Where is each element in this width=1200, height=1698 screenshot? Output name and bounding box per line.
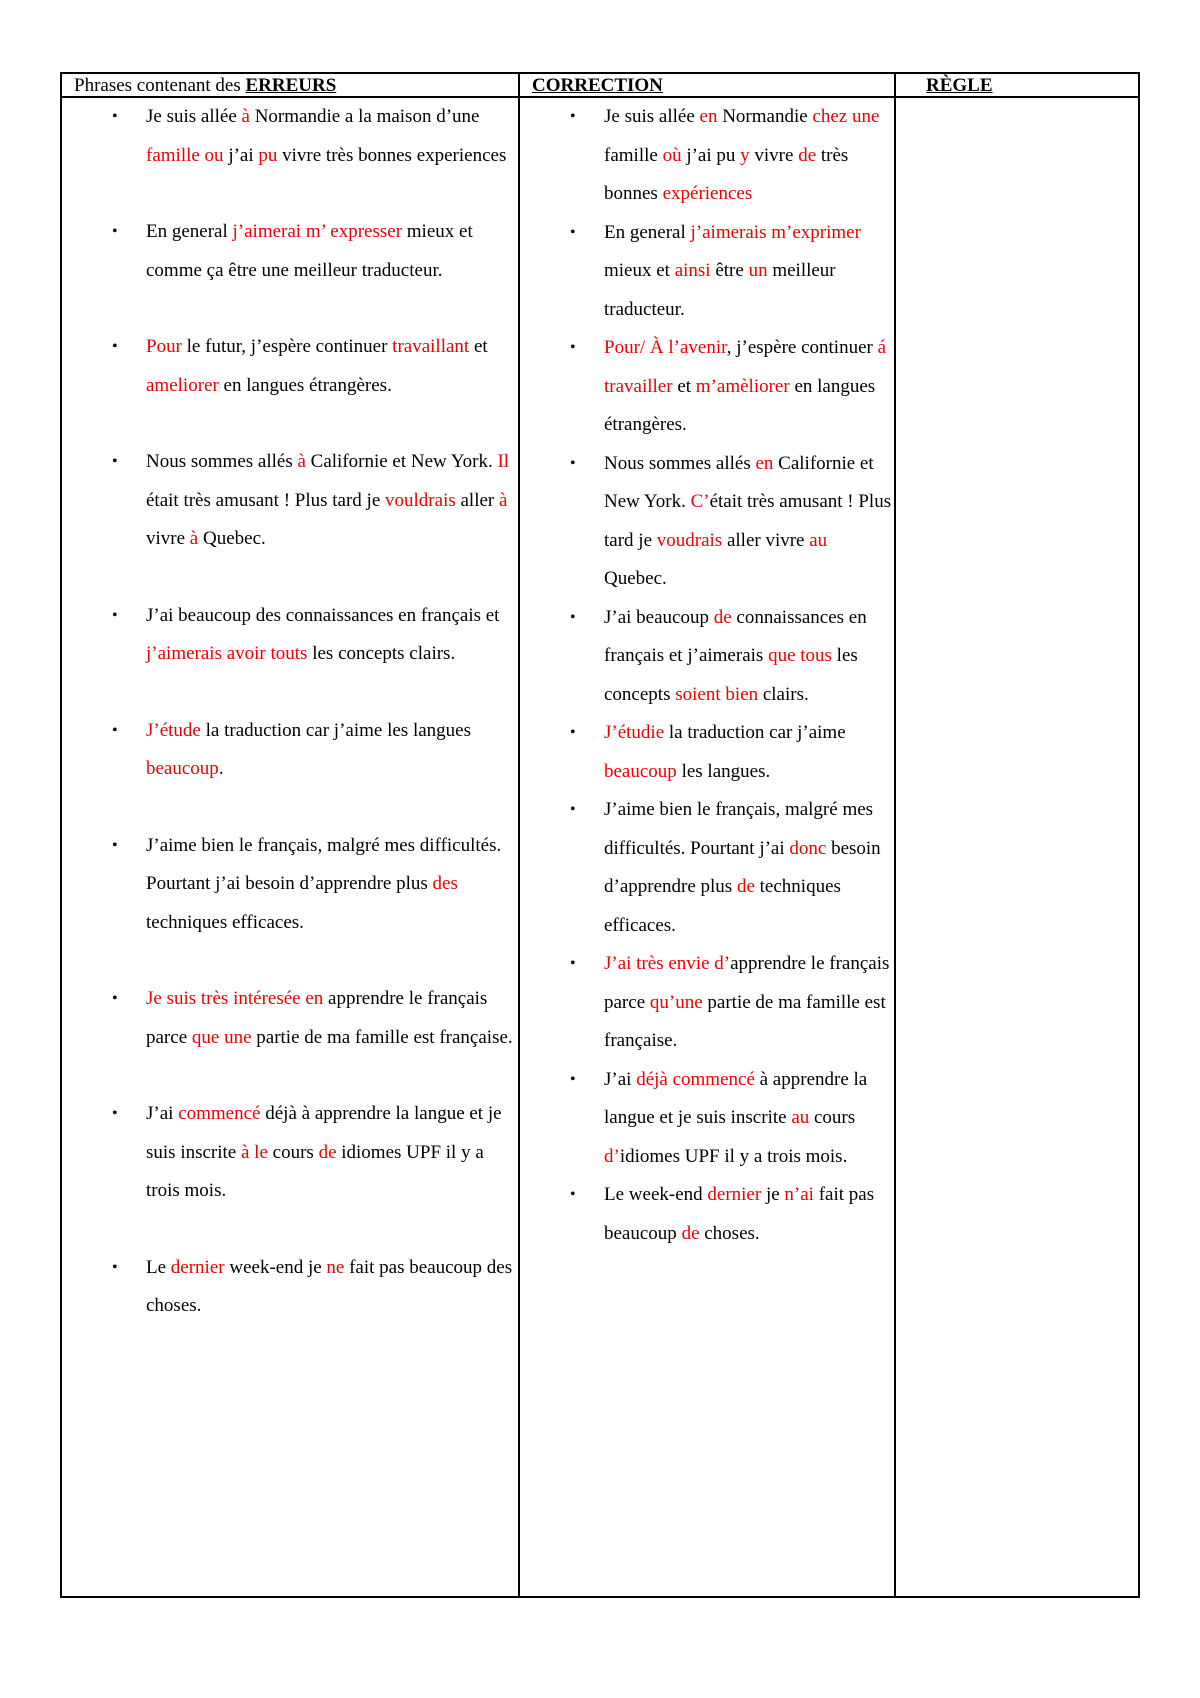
- header-errors: [62, 74, 518, 98]
- sentence-text: fait pas beaucoup: [604, 1184, 875, 1244]
- highlighted-text: J’étudie: [604, 722, 665, 743]
- highlighted-text: qu’une: [649, 991, 703, 1013]
- sentence-text: , j’espère continuer: [726, 337, 878, 358]
- sentence-text: techniques efficaces.: [146, 911, 304, 933]
- bullet-icon: •: [112, 1258, 118, 1276]
- highlighted-text: où: [662, 144, 682, 166]
- error-sentence: [62, 98, 518, 175]
- bullet-icon: •: [112, 990, 118, 1007]
- error-sentence: [62, 443, 518, 559]
- sentence-text: clairs.: [758, 683, 809, 705]
- sentence-text: j’ai: [223, 144, 259, 166]
- sentence-text: en langues étrangères.: [218, 374, 392, 396]
- highlighted-text: que une: [191, 1026, 252, 1048]
- highlighted-text: Pour: [146, 336, 182, 357]
- bullet-icon: •: [570, 108, 576, 125]
- bullet-icon: •: [112, 338, 118, 355]
- highlighted-text: á travailler: [604, 337, 887, 397]
- sentence-text: J’ai: [146, 1103, 179, 1124]
- highlighted-text: ne: [326, 1256, 345, 1278]
- highlighted-text: ainsi: [674, 260, 711, 281]
- header-correction: [520, 74, 894, 98]
- sentence-text: En general: [604, 221, 691, 243]
- sentence-text: la traduction car j’aime les langues: [200, 719, 471, 741]
- sentence-text: J’ai: [604, 1068, 637, 1090]
- bullet-icon: •: [112, 606, 118, 624]
- bullet-icon: •: [112, 223, 118, 240]
- sentence-text: à apprendre la langue et je suis inscrite: [604, 1068, 868, 1128]
- bullet-icon: •: [570, 1070, 576, 1088]
- highlighted-text: chez une: [812, 106, 880, 127]
- highlighted-text: dernier: [707, 1184, 762, 1205]
- highlighted-text: de: [736, 876, 755, 897]
- error-sentence: [62, 328, 518, 405]
- highlighted-text: donc: [789, 837, 827, 859]
- highlighted-text: en: [699, 106, 718, 127]
- sentence-text: les langues.: [676, 760, 771, 782]
- correction-sentence: [520, 599, 894, 715]
- sentence-text: Je suis allée: [604, 106, 700, 127]
- bullet-icon: •: [112, 836, 118, 854]
- bullet-icon: •: [570, 454, 576, 472]
- sentence-text: J’aime bien le français, malgré mes difficultés. Pourtant j’ai: [604, 799, 874, 859]
- header-rule: [896, 74, 1138, 98]
- sentence-text: Normandie a la maison d’une: [249, 106, 480, 127]
- sentence-text: et: [672, 375, 696, 397]
- sentence-text: apprendre le français parce: [604, 953, 890, 1013]
- highlighted-text: J’étude: [146, 719, 201, 741]
- sentence-text: besoin d’apprendre plus: [604, 837, 881, 897]
- correction-sentence: [520, 1061, 894, 1177]
- header-errors-prefix: Phrases contenant des: [74, 75, 246, 96]
- sentence-text: connaissances en français et j’aimerais: [604, 606, 867, 666]
- sentence-text: déjà à apprendre la langue et je suis inscrite: [146, 1103, 502, 1163]
- highlighted-text: à: [499, 489, 508, 511]
- sentence-text: .: [218, 758, 224, 779]
- bullet-icon: •: [570, 801, 576, 818]
- sentence-text: partie de ma famille est française.: [604, 991, 886, 1051]
- sentence-text: en langues étrangères.: [604, 375, 876, 435]
- sentence-text: mieux et: [604, 260, 675, 281]
- sentence-text: Normandie: [717, 106, 813, 127]
- sentence-text: J’ai beaucoup des connaissances en français et: [146, 604, 500, 626]
- errors-column: [62, 98, 518, 1596]
- error-sentence: [62, 1249, 518, 1326]
- sentence-text: aller vivre: [722, 529, 810, 551]
- bullet-icon: •: [112, 721, 118, 739]
- header-errors-bold: ERREURS: [245, 75, 337, 96]
- bullet-icon: •: [112, 453, 118, 470]
- sentence-text: meilleur traducteur.: [604, 260, 836, 320]
- sentence-text: vivre: [146, 528, 190, 549]
- highlighted-text: de: [318, 1141, 337, 1163]
- sentence-text: j’ai pu: [681, 144, 741, 166]
- sentence-text: techniques efficaces.: [604, 876, 841, 936]
- bullet-icon: •: [570, 955, 576, 972]
- sentence-text: famille: [604, 144, 663, 166]
- sentence-text: Le: [146, 1256, 171, 1278]
- sentence-text: Quebec.: [198, 528, 266, 549]
- highlighted-text: un: [748, 260, 768, 281]
- highlighted-text: J’ai très envie d’: [604, 953, 731, 974]
- highlighted-text: Il: [497, 451, 510, 472]
- highlighted-text: y: [740, 144, 750, 166]
- highlighted-text: m’amèliorer: [695, 375, 790, 397]
- bullet-icon: •: [570, 1186, 576, 1203]
- sentence-text: apprendre le français parce: [146, 988, 488, 1048]
- highlighted-text: voudrais: [656, 529, 723, 551]
- sentence-text: les concepts clairs.: [307, 643, 456, 664]
- correction-sentence: [520, 329, 894, 445]
- error-sentence: [62, 213, 518, 290]
- sentence-text: vivre: [749, 144, 799, 166]
- highlighted-text: pu: [258, 144, 278, 166]
- correction-sentence: [520, 445, 894, 599]
- sentence-text: et: [469, 336, 488, 357]
- sentence-text: cours: [809, 1107, 856, 1128]
- sentence-text: être: [710, 260, 749, 281]
- corrections-column: [520, 98, 894, 1596]
- highlighted-text: dernier: [170, 1256, 225, 1278]
- highlighted-text: soient bien: [675, 683, 759, 705]
- highlighted-text: au: [809, 529, 828, 551]
- sentence-text: Nous sommes allés: [604, 452, 756, 474]
- error-sentence: [62, 597, 518, 674]
- sentence-text: était très amusant ! Plus tard je: [146, 489, 386, 511]
- correction-sentence: [520, 98, 894, 214]
- sentence-text: Californie et New York.: [305, 451, 498, 472]
- highlighted-text: expériences: [662, 183, 753, 204]
- sentence-text: J’ai beaucoup: [604, 606, 714, 628]
- highlighted-text: travaillant: [392, 336, 470, 357]
- sentence-text: Quebec.: [604, 568, 667, 589]
- error-sentence: [62, 712, 518, 789]
- header-correction-label: CORRECTION: [532, 75, 663, 96]
- highlighted-text: à le: [241, 1141, 268, 1163]
- correction-sentence: [520, 945, 894, 1061]
- bullet-icon: •: [570, 608, 576, 626]
- highlighted-text: de: [681, 1222, 700, 1244]
- sentence-text: choses.: [699, 1222, 760, 1244]
- bullet-icon: •: [570, 223, 576, 241]
- sentence-text: Le week-end: [604, 1184, 708, 1205]
- sentence-text: Nous sommes allés: [146, 451, 298, 472]
- highlighted-text: beaucoup: [604, 760, 677, 782]
- sentence-text: vivre très bonnes experiences: [277, 144, 507, 166]
- sentence-text: aller: [455, 489, 500, 511]
- error-sentence: [62, 1095, 518, 1211]
- corrections-list: [520, 98, 894, 1253]
- highlighted-text: d’: [604, 1145, 620, 1167]
- highlighted-text: de: [713, 606, 732, 628]
- highlighted-text: au: [791, 1107, 810, 1128]
- highlighted-text: déjà commencé: [636, 1068, 755, 1090]
- sentence-text: était très amusant ! Plus tard je: [604, 491, 892, 551]
- sentence-text: idiomes UPF il y a trois mois.: [146, 1141, 484, 1201]
- sentence-text: je: [761, 1184, 785, 1205]
- highlighted-text: j’aimerais m’exprimer: [690, 221, 861, 243]
- error-sentence: [62, 980, 518, 1057]
- highlighted-text: n’ai: [784, 1184, 814, 1205]
- highlighted-text: beaucoup: [146, 758, 219, 779]
- highlighted-text: j’aimerai m’ expresser: [232, 221, 403, 242]
- sentence-text: Californie et New York.: [604, 452, 874, 512]
- errors-list: [62, 98, 518, 1326]
- rules-column: [896, 98, 1138, 1596]
- highlighted-text: C’: [690, 491, 710, 512]
- highlighted-text: des: [432, 873, 458, 894]
- correction-sentence: [520, 791, 894, 945]
- highlighted-text: j’aimerais avoir touts: [146, 643, 308, 664]
- highlighted-text: ameliorer: [146, 374, 219, 396]
- sentence-text: le futur, j’espère continuer: [181, 336, 393, 357]
- highlighted-text: Je suis très intéresée en: [146, 988, 324, 1009]
- bullet-icon: •: [112, 1105, 118, 1122]
- sentence-text: la traduction car j’aime: [664, 722, 846, 743]
- highlighted-text: à: [297, 451, 306, 472]
- sentence-text: cours: [267, 1141, 319, 1163]
- header-rule-label: RÈGLE: [926, 75, 993, 96]
- highlighted-text: à: [241, 106, 250, 127]
- sentence-text: idiomes UPF il y a trois mois.: [619, 1145, 848, 1167]
- highlighted-text: Pour/ À l’avenir: [604, 337, 727, 358]
- correction-sentence: [520, 214, 894, 330]
- sentence-text: week-end je: [224, 1256, 327, 1278]
- sentence-text: Je suis allée: [146, 106, 242, 127]
- sentence-text: fait pas beaucoup des choses.: [146, 1256, 513, 1316]
- error-correction-table: [60, 72, 1140, 1598]
- sentence-text: partie de ma famille est française.: [251, 1026, 513, 1048]
- sentence-text: J’aime bien le français, malgré mes difficultés. Pourtant j’ai besoin d’apprendre plus: [146, 834, 502, 894]
- sentence-text: très bonnes: [604, 144, 849, 204]
- highlighted-text: que tous: [768, 645, 832, 666]
- sentence-text: En general: [146, 221, 233, 242]
- error-sentence: [62, 827, 518, 943]
- bullet-icon: •: [570, 339, 576, 356]
- bullet-icon: •: [570, 724, 576, 741]
- sentence-text: les concepts: [604, 645, 858, 705]
- bullet-icon: •: [112, 108, 118, 125]
- highlighted-text: famille ou: [146, 144, 224, 166]
- correction-sentence: [520, 1176, 894, 1253]
- correction-sentence: [520, 714, 894, 791]
- highlighted-text: commencé: [178, 1103, 261, 1124]
- sentence-text: mieux et comme ça être une meilleur traducteur.: [146, 221, 473, 281]
- highlighted-text: vouldrais: [385, 489, 456, 511]
- highlighted-text: de: [798, 144, 817, 166]
- highlighted-text: en: [755, 452, 774, 474]
- highlighted-text: à: [189, 528, 199, 549]
